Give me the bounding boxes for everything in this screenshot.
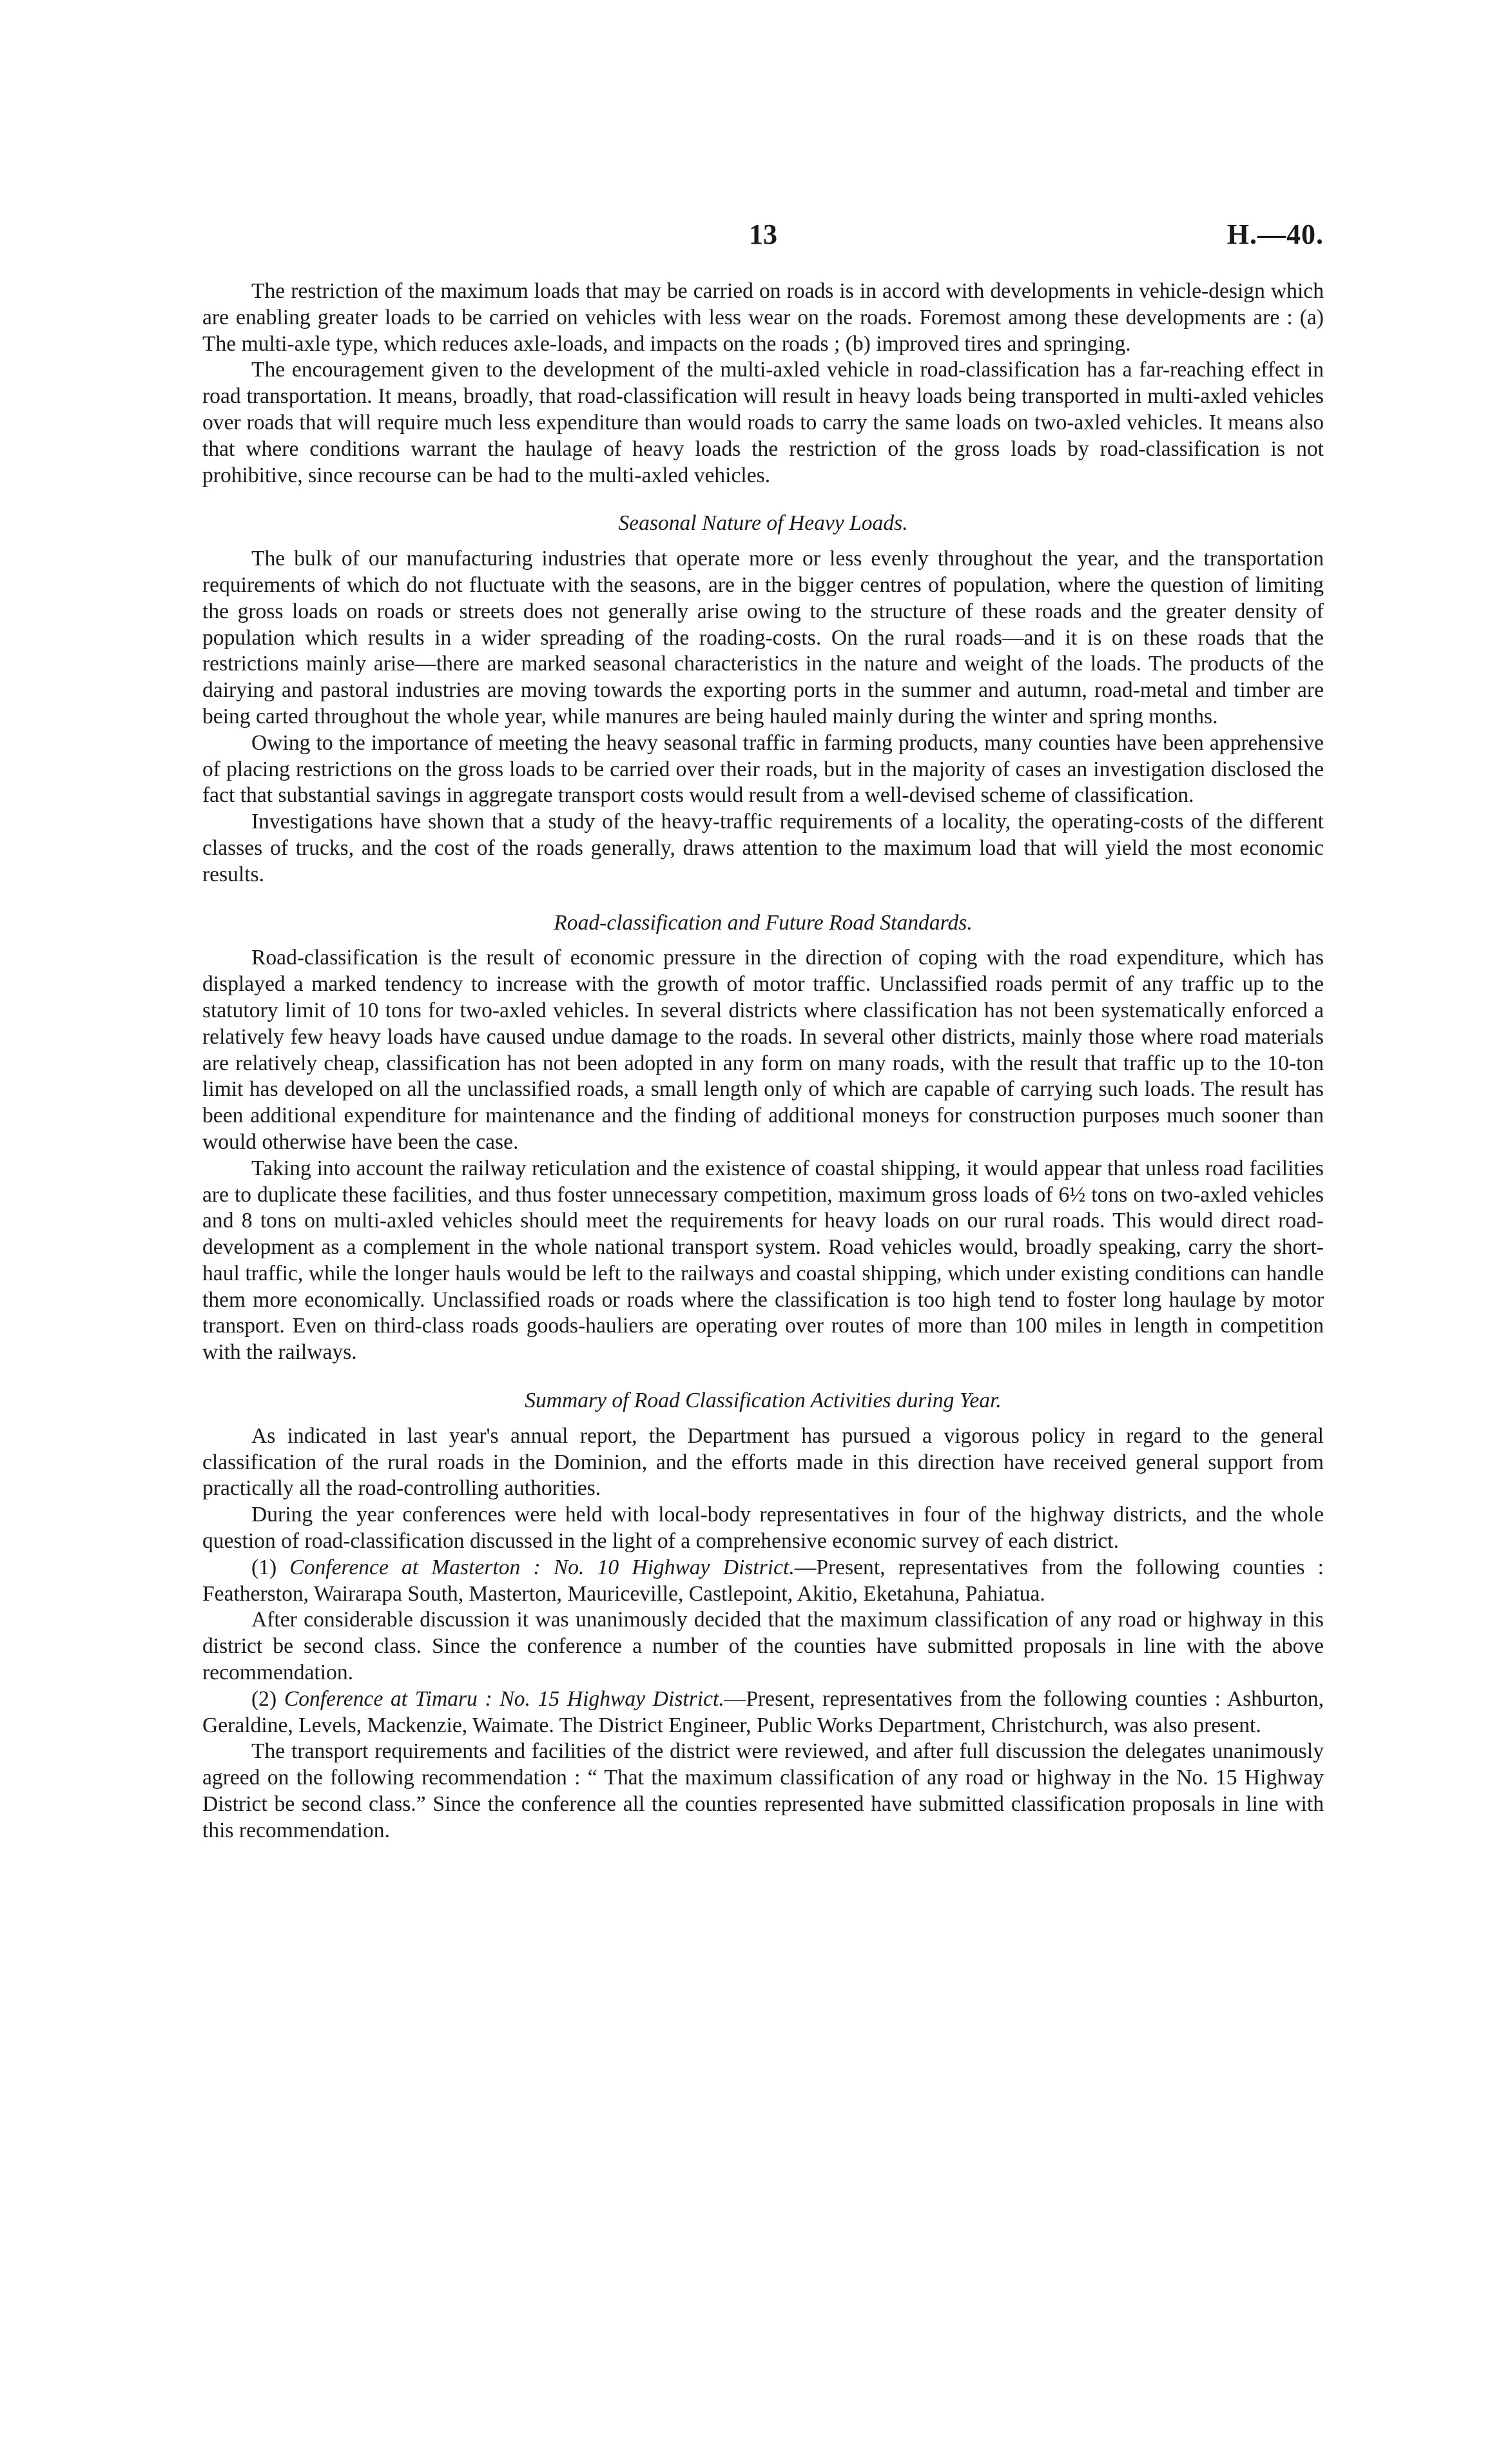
- conference-intro: —Present, representatives from the following counties : Ashburton, Geraldine, Levels, Mackenzie, Waimate. The District Engineer, Public Works Department, Christchurch, was also present.: [202, 1686, 1324, 1737]
- body-paragraph: During the year conferences were held with local-body representatives in four of the highway districts, and the whole question of road-classification discussed in the light of a comprehensive economic survey of each district.: [202, 1503, 1324, 1554]
- conference-entry: [202, 1686, 1324, 1739]
- body-paragraph: Owing to the importance of meeting the heavy seasonal traffic in farming products, many counties have been apprehensive of placing restrictions on the gross loads to be carried over their roads, but in the majority of cases an investigation disclosed the fact that substantial savings in aggregate transport costs would result from a well-devised scheme of classification.: [202, 730, 1324, 808]
- body-paragraph: Taking into account the railway reticulation and the existence of coastal shipping, it would appear that unless road facilities are to duplicate these facilities, and thus foster unnecessary competition, maximum gross loads of 6½ tons on two-axled vehicles and 8 tons on multi-axled vehicles should meet the requirements for heavy loads on our rural roads. This would direct road-development as a complement in the whole national transport system. Road vehicles would, broadly speaking, carry the short-haul traffic, while the longer hauls would be left to the railways and coastal shipping, which under existing conditions can handle them more economically. Unclassified roads or roads where the classification is too high tend to foster long haulage by motor transport. Even on third-class roads goods-hauliers are operating over routes of more than 100 miles in length in competition with the railways.: [202, 1156, 1324, 1365]
- section-heading: Summary of Road Classification Activities during Year.: [525, 1389, 1002, 1413]
- section-heading: Road-classification and Future Road Standards.: [554, 910, 973, 935]
- body-paragraph: Road-classification is the result of economic pressure in the direction of coping with the road expenditure, which has displayed a marked tendency to increase with the growth of motor traffic. Unclassified roads permit of any traffic up to the statutory limit of 10 tons for two-axled vehicles. In several districts where classification has not been systematically enforced a relatively few heavy loads have caused undue damage to the roads. In several other districts, mainly those where road materials are relatively cheap, classification has not been adopted in any form on many roads, with the result that traffic up to the 10-ton limit has developed on all the unclassified roads, a small length only of which are capable of carrying such loads. The result has been additional expenditure for maintenance and the finding of additional moneys for construction purposes much sooner than would otherwise have been the case.: [202, 946, 1324, 1154]
- conference-followup: The transport requirements and facilities of the district were reviewed, and after full discussion the delegates unanimously agreed on the following recommendation : “ That the maximum classification of any road or highway in the No. 15 Highway District be second class.” Since the conference all the counties represented have submitted classification proposals in line with this recommendation.: [202, 1739, 1324, 1842]
- body-paragraph: The restriction of the maximum loads that may be carried on roads is in accord with developments in vehicle-design which are enabling greater loads to be carried on vehicles with less wear on the roads. Foremost among these developments are : (a) The multi-axle type, which reduces axle-loads, and impacts on the roads ; (b) improved tires and springing.: [202, 279, 1324, 356]
- body-paragraph: Investigations have shown that a study of the heavy-traffic requirements of a locality, the operating-costs of the different classes of trucks, and the cost of the roads generally, draws attention to the maximum load that will yield the most economic results.: [202, 810, 1324, 886]
- conference-title: Conference at Timaru : No. 15 Highway District.: [284, 1686, 724, 1711]
- document-reference: H.—40.: [1226, 219, 1324, 250]
- body-paragraph: As indicated in last year's annual report, the Department has pursued a vigorous policy in regard to the general classification of the rural roads in the Dominion, and the efforts made in this direction have received general support from practically all the road-controlling authorities.: [202, 1423, 1324, 1501]
- conference-intro: —Present, representatives from the following counties : Featherston, Wairarapa South, Masterton, Mauriceville, Castlepoint, Akitio, Eketahuna, Pahiatua.: [202, 1555, 1324, 1606]
- section-heading: Seasonal Nature of Heavy Loads.: [618, 511, 908, 536]
- body-paragraph: The bulk of our manufacturing industries that operate more or less evenly throughout the year, and the transportation requirements of which do not fluctuate with the seasons, are in the bigger centres of population, where the question of limiting the gross loads on roads or streets does not generally arise owing to the structure of these roads and the greater density of population which results in a wider spreading of the roading-costs. On the rural roads—and it is on these roads that the restrictions mainly arise—there are marked seasonal characteristics in the nature and weight of the loads. The products of the dairying and pastoral industries are moving towards the exporting ports in the summer and autumn, road-metal and timber are being carted throughout the whole year, while manures are being hauled mainly during the winter and spring months.: [202, 547, 1324, 728]
- conference-followup: After considerable discussion it was unanimously decided that the maximum classification of any road or highway in this district be second class. Since the conference a number of the counties have submitted proposals in line with the above recommendation.: [202, 1608, 1324, 1685]
- page-number: 13: [749, 219, 777, 250]
- conference-entry: [202, 1555, 1324, 1608]
- page-header: [202, 218, 1324, 257]
- conference-number: (1): [251, 1555, 277, 1579]
- body-paragraph: The encouragement given to the development of the multi-axled vehicle in road-classification has a far-reaching effect in road transportation. It means, broadly, that road-classification will result in heavy loads being transported in multi-axled vehicles over roads that will require much less expenditure than would roads to carry the same loads on two-axled vehicles. It means also that where conditions warrant the haulage of heavy loads the restriction of the gross loads by road-classification is not prohibitive, since recourse can be had to the multi-axled vehicles.: [202, 358, 1324, 487]
- conference-number: (2): [251, 1686, 277, 1711]
- conference-title: Conference at Masterton : No. 10 Highway District.: [289, 1555, 795, 1579]
- page-body: [202, 278, 1324, 1844]
